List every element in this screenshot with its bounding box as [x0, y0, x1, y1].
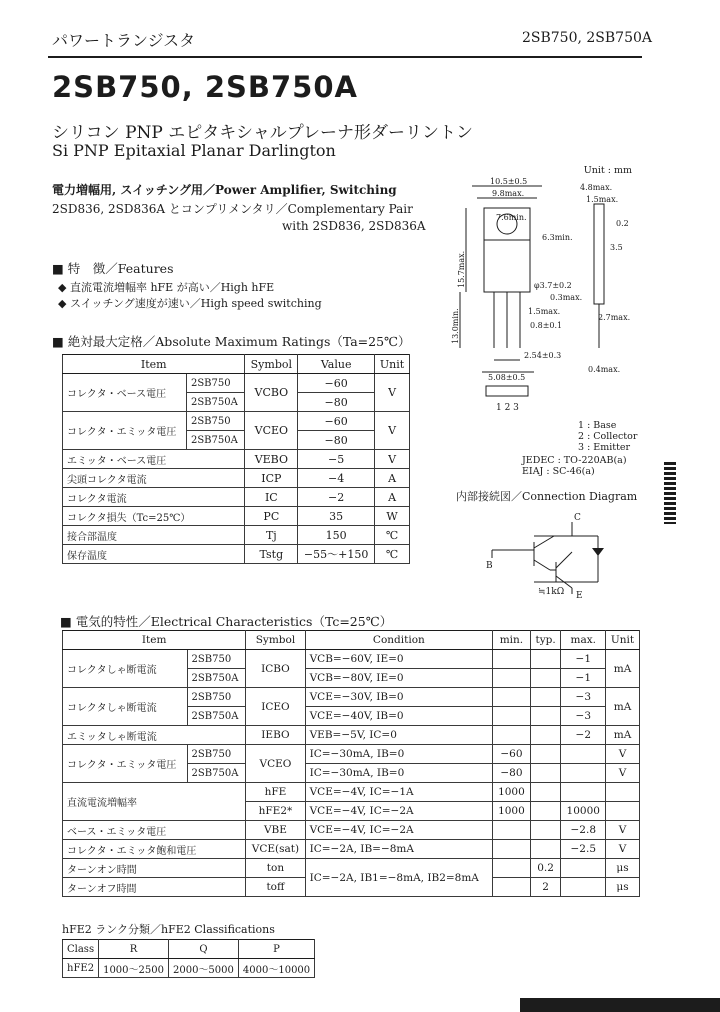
subtitle-jp: シリコン PNP エピタキシャルプレーナ形ダーリントン	[52, 123, 474, 143]
value-cell: −4	[298, 469, 375, 488]
col-header: R	[99, 940, 169, 959]
item-cell: エミッタ・ベース電圧	[63, 450, 245, 469]
min-cell: −60	[493, 745, 531, 764]
table-row	[63, 959, 315, 978]
condition-cell: VCE=−30V, IB=0	[305, 688, 493, 707]
symbol-cell: toff	[246, 878, 305, 897]
item-cell: 接合部温度	[63, 526, 245, 545]
unit-cell: μs	[606, 878, 640, 897]
value-cell: −55～+150	[298, 545, 375, 564]
symbol-cell: PC	[245, 507, 298, 526]
table-row	[63, 650, 640, 669]
table-row	[63, 374, 410, 393]
table-row	[63, 412, 410, 431]
condition-cell: VCE=−40V, IB=0	[305, 707, 493, 726]
unit-cell: V	[606, 821, 640, 840]
typ-cell: 2	[530, 878, 561, 897]
max-cell	[561, 859, 606, 878]
min-cell	[493, 669, 531, 688]
max-cell: 10000	[561, 802, 606, 821]
application-line-1: 電力増幅用, スイッチング用／Power Amplifier, Switching	[52, 183, 397, 197]
max-cell: −2.8	[561, 821, 606, 840]
dim-label: 0.8±0.1	[530, 321, 563, 330]
table-row	[63, 526, 410, 545]
typ-cell	[530, 783, 561, 802]
row-label: hFE2	[63, 959, 99, 978]
item-cell: 尖頭コレクタ電流	[63, 469, 245, 488]
table-row	[63, 469, 410, 488]
part-cell: 2SB750	[187, 650, 246, 669]
col-header: Q	[168, 940, 238, 959]
typ-cell	[530, 726, 561, 745]
dim-label: 13.0min.	[451, 308, 460, 344]
application-line-3: with 2SD836, 2SD836A	[282, 219, 426, 233]
item-cell: コレクタしゃ断電流	[63, 688, 188, 726]
symbol-cell: hFE	[246, 783, 305, 802]
col-header: Item	[63, 355, 245, 374]
col-header: Symbol	[245, 355, 298, 374]
value-cell: −80	[298, 431, 375, 450]
footer-logo-band	[520, 998, 720, 1012]
part-cell: 2SB750A	[187, 669, 246, 688]
dim-label: 3.5	[610, 243, 623, 252]
unit-cell: V	[606, 745, 640, 764]
value-cell: −80	[298, 393, 375, 412]
part-cell: 2SB750	[187, 745, 246, 764]
condition-cell: VCE=−4V, IC=−2A	[305, 821, 493, 840]
unit-cell: V	[606, 764, 640, 783]
typ-cell	[530, 688, 561, 707]
condition-cell: VCB=−80V, IE=0	[305, 669, 493, 688]
typ-cell	[530, 650, 561, 669]
symbol-cell: VBE	[246, 821, 305, 840]
terminal-e-label: E	[576, 591, 583, 601]
col-header: Unit	[375, 355, 410, 374]
unit-cell: mA	[606, 726, 640, 745]
item-cell: コレクタ・エミッタ電圧	[63, 412, 187, 450]
max-cell: −1	[561, 669, 606, 688]
min-cell	[493, 688, 531, 707]
table-row	[63, 507, 410, 526]
pin-numbers: 1 2 3	[496, 403, 519, 413]
condition-cell: IC=−30mA, IB=0	[305, 764, 493, 783]
table-row	[63, 859, 640, 878]
col-header: typ.	[530, 631, 561, 650]
value-cell: −2	[298, 488, 375, 507]
table-header-row	[63, 355, 410, 374]
condition-cell: VCB=−60V, IE=0	[305, 650, 493, 669]
symbol-cell: IEBO	[246, 726, 305, 745]
symbol-cell: Tj	[245, 526, 298, 545]
dim-label: 2.54±0.3	[524, 351, 562, 360]
value-cell: 150	[298, 526, 375, 545]
col-header: Symbol	[246, 631, 305, 650]
connection-diagram	[458, 508, 638, 600]
unit-cell: V	[375, 450, 410, 469]
item-cell: ベース・エミッタ電圧	[63, 821, 246, 840]
max-cell: −3	[561, 707, 606, 726]
part-cell: 2SB750A	[186, 393, 245, 412]
item-cell: コレクタ・エミッタ電圧	[63, 745, 188, 783]
col-header: Value	[298, 355, 375, 374]
unit-cell	[606, 783, 640, 802]
class-range-cell: 2000～5000	[168, 959, 238, 978]
symbol-cell: VCBO	[245, 374, 298, 412]
feature-item: ◆ 直流電流増幅率 hFE が高い／High hFE	[58, 281, 275, 294]
dim-label: 10.5±0.5	[490, 177, 528, 186]
page-title: 2SB750, 2SB750A	[52, 70, 358, 104]
connection-heading: 内部接続図／Connection Diagram	[456, 490, 638, 503]
item-cell: コレクタしゃ断電流	[63, 650, 188, 688]
condition-cell: VCE=−4V, IC=−1A	[305, 783, 493, 802]
max-cell: −3	[561, 688, 606, 707]
min-cell	[493, 878, 531, 897]
table-row	[63, 745, 640, 764]
typ-cell	[530, 840, 561, 859]
typ-cell	[530, 707, 561, 726]
typ-cell	[530, 745, 561, 764]
value-cell: −5	[298, 450, 375, 469]
min-cell	[493, 726, 531, 745]
unit-cell	[606, 802, 640, 821]
page-edge-marker	[664, 462, 676, 524]
pin-label: 3 : Emitter	[578, 442, 631, 453]
condition-cell: IC=−30mA, IB=0	[305, 745, 493, 764]
header-part-numbers: 2SB750, 2SB750A	[521, 30, 652, 46]
value-cell: −60	[298, 412, 375, 431]
unit-cell: mA	[606, 650, 640, 688]
min-cell	[493, 859, 531, 878]
max-cell	[561, 878, 606, 897]
item-cell: コレクタ・ベース電圧	[63, 374, 187, 412]
feature-item: ◆ スイッチング速度が速い／High speed switching	[58, 297, 322, 310]
part-cell: 2SB750	[186, 412, 245, 431]
min-cell	[493, 650, 531, 669]
unit-cell: μs	[606, 859, 640, 878]
symbol-cell: ICEO	[246, 688, 305, 726]
abs-max-heading: ■ 絶対最大定格／Absolute Maximum Ratings（Ta=25℃）	[52, 334, 411, 349]
table-row	[63, 726, 640, 745]
dim-label: 1.5max.	[528, 307, 561, 316]
header-divider	[48, 56, 642, 58]
class-range-cell: 4000～10000	[238, 959, 314, 978]
symbol-cell: VCEO	[245, 412, 298, 450]
max-cell	[561, 745, 606, 764]
table-row	[63, 783, 640, 802]
table-header-row	[63, 940, 315, 959]
package-unit-label: Unit : mm	[583, 165, 632, 176]
classification-heading: hFE2 ランク分類／hFE2 Classifications	[62, 923, 275, 936]
unit-cell: V	[606, 840, 640, 859]
table-row	[63, 488, 410, 507]
typ-cell	[530, 764, 561, 783]
part-cell: 2SB750A	[187, 764, 246, 783]
condition-cell: VCE=−4V, IC=−2A	[305, 802, 493, 821]
dim-label: 1.5max.	[586, 195, 619, 204]
symbol-cell: ton	[246, 859, 305, 878]
unit-cell: mA	[606, 688, 640, 726]
min-cell	[493, 707, 531, 726]
min-cell	[493, 821, 531, 840]
symbol-cell: ICP	[245, 469, 298, 488]
dim-label: 6.3min.	[542, 233, 573, 242]
col-header: Class	[63, 940, 99, 959]
package-outline-drawing	[451, 176, 642, 413]
typ-cell: 0.2	[530, 859, 561, 878]
typ-cell	[530, 821, 561, 840]
dim-label: 2.7max.	[598, 313, 631, 322]
unit-cell: W	[375, 507, 410, 526]
col-header: min.	[493, 631, 531, 650]
elec-heading: ■ 電気的特性／Electrical Characteristics（Tc=25℃）	[60, 614, 393, 629]
dim-label: 5.08±0.5	[488, 373, 526, 382]
condition-cell: IC=−2A, IB=−8mA	[305, 840, 493, 859]
dim-label: 0.4max.	[588, 365, 621, 374]
col-header: Condition	[305, 631, 493, 650]
symbol-cell: hFE2*	[246, 802, 305, 821]
subtitle-en: Si PNP Epitaxial Planar Darlington	[52, 141, 336, 160]
application-line-2: 2SD836, 2SD836A とコンプリメンタリ／Complementary Pair	[52, 202, 413, 216]
dim-label: 0.3max.	[550, 293, 583, 302]
part-cell: 2SB750	[186, 374, 245, 393]
item-cell: コレクタ電流	[63, 488, 245, 507]
dim-label: 4.8max.	[580, 183, 613, 192]
terminal-b-label: B	[486, 561, 493, 571]
col-header: Unit	[606, 631, 640, 650]
col-header: max.	[561, 631, 606, 650]
max-cell: −1	[561, 650, 606, 669]
features-heading: ■ 特 徴／Features	[52, 261, 174, 276]
resistor-label: ≒1kΩ	[538, 587, 565, 597]
max-cell	[561, 783, 606, 802]
dim-label: 9.8max.	[492, 189, 525, 198]
dim-label: φ3.7±0.2	[534, 281, 572, 290]
classification-table	[62, 939, 315, 978]
part-cell: 2SB750	[187, 688, 246, 707]
min-cell	[493, 840, 531, 859]
item-cell: 直流電流増幅率	[63, 783, 246, 821]
unit-cell: ℃	[375, 545, 410, 564]
symbol-cell: VCE(sat)	[246, 840, 305, 859]
part-cell: 2SB750A	[187, 707, 246, 726]
pin-label: 1 : Base	[578, 420, 617, 431]
table-row	[63, 840, 640, 859]
symbol-cell: VCEO	[246, 745, 305, 783]
max-cell: −2.5	[561, 840, 606, 859]
unit-cell: ℃	[375, 526, 410, 545]
symbol-cell: ICBO	[246, 650, 305, 688]
max-cell: −2	[561, 726, 606, 745]
unit-cell: A	[375, 469, 410, 488]
min-cell: 1000	[493, 802, 531, 821]
terminal-c-label: C	[574, 513, 581, 523]
unit-cell: V	[375, 412, 410, 450]
class-range-cell: 1000～2500	[99, 959, 169, 978]
eiaj-label: EIAJ : SC-46(a)	[522, 466, 595, 477]
condition-cell: VEB=−5V, IC=0	[305, 726, 493, 745]
jedec-label: JEDEC : TO-220AB(a)	[522, 455, 627, 466]
max-cell	[561, 764, 606, 783]
unit-cell: A	[375, 488, 410, 507]
item-cell: コレクタ・エミッタ飽和電圧	[63, 840, 246, 859]
table-row	[63, 545, 410, 564]
item-cell: コレクタ損失（Tc=25℃）	[63, 507, 245, 526]
unit-cell: V	[375, 374, 410, 412]
pin-label: 2 : Collector	[578, 431, 638, 442]
symbol-cell: VEBO	[245, 450, 298, 469]
part-cell: 2SB750A	[186, 431, 245, 450]
min-cell: −80	[493, 764, 531, 783]
symbol-cell: Tstg	[245, 545, 298, 564]
value-cell: 35	[298, 507, 375, 526]
item-cell: エミッタしゃ断電流	[63, 726, 246, 745]
typ-cell	[530, 802, 561, 821]
value-cell: −60	[298, 374, 375, 393]
table-row	[63, 450, 410, 469]
table-row	[63, 688, 640, 707]
elec-table	[62, 630, 640, 897]
min-cell: 1000	[493, 783, 531, 802]
col-header: Item	[63, 631, 246, 650]
table-row	[63, 821, 640, 840]
typ-cell	[530, 669, 561, 688]
header-category: パワートランジスタ	[52, 31, 196, 50]
dim-label: 15.7max.	[457, 250, 466, 288]
symbol-cell: IC	[245, 488, 298, 507]
dim-label: 0.2	[616, 219, 629, 228]
item-cell: 保存温度	[63, 545, 245, 564]
dim-label: 7.6min.	[496, 213, 527, 222]
abs-max-table	[62, 354, 410, 564]
item-cell: ターンオフ時間	[63, 878, 246, 897]
condition-cell: IC=−2A, IB1=−8mA, IB2=8mA	[305, 859, 493, 897]
item-cell: ターンオン時間	[63, 859, 246, 878]
col-header: P	[238, 940, 314, 959]
table-header-row	[63, 631, 640, 650]
